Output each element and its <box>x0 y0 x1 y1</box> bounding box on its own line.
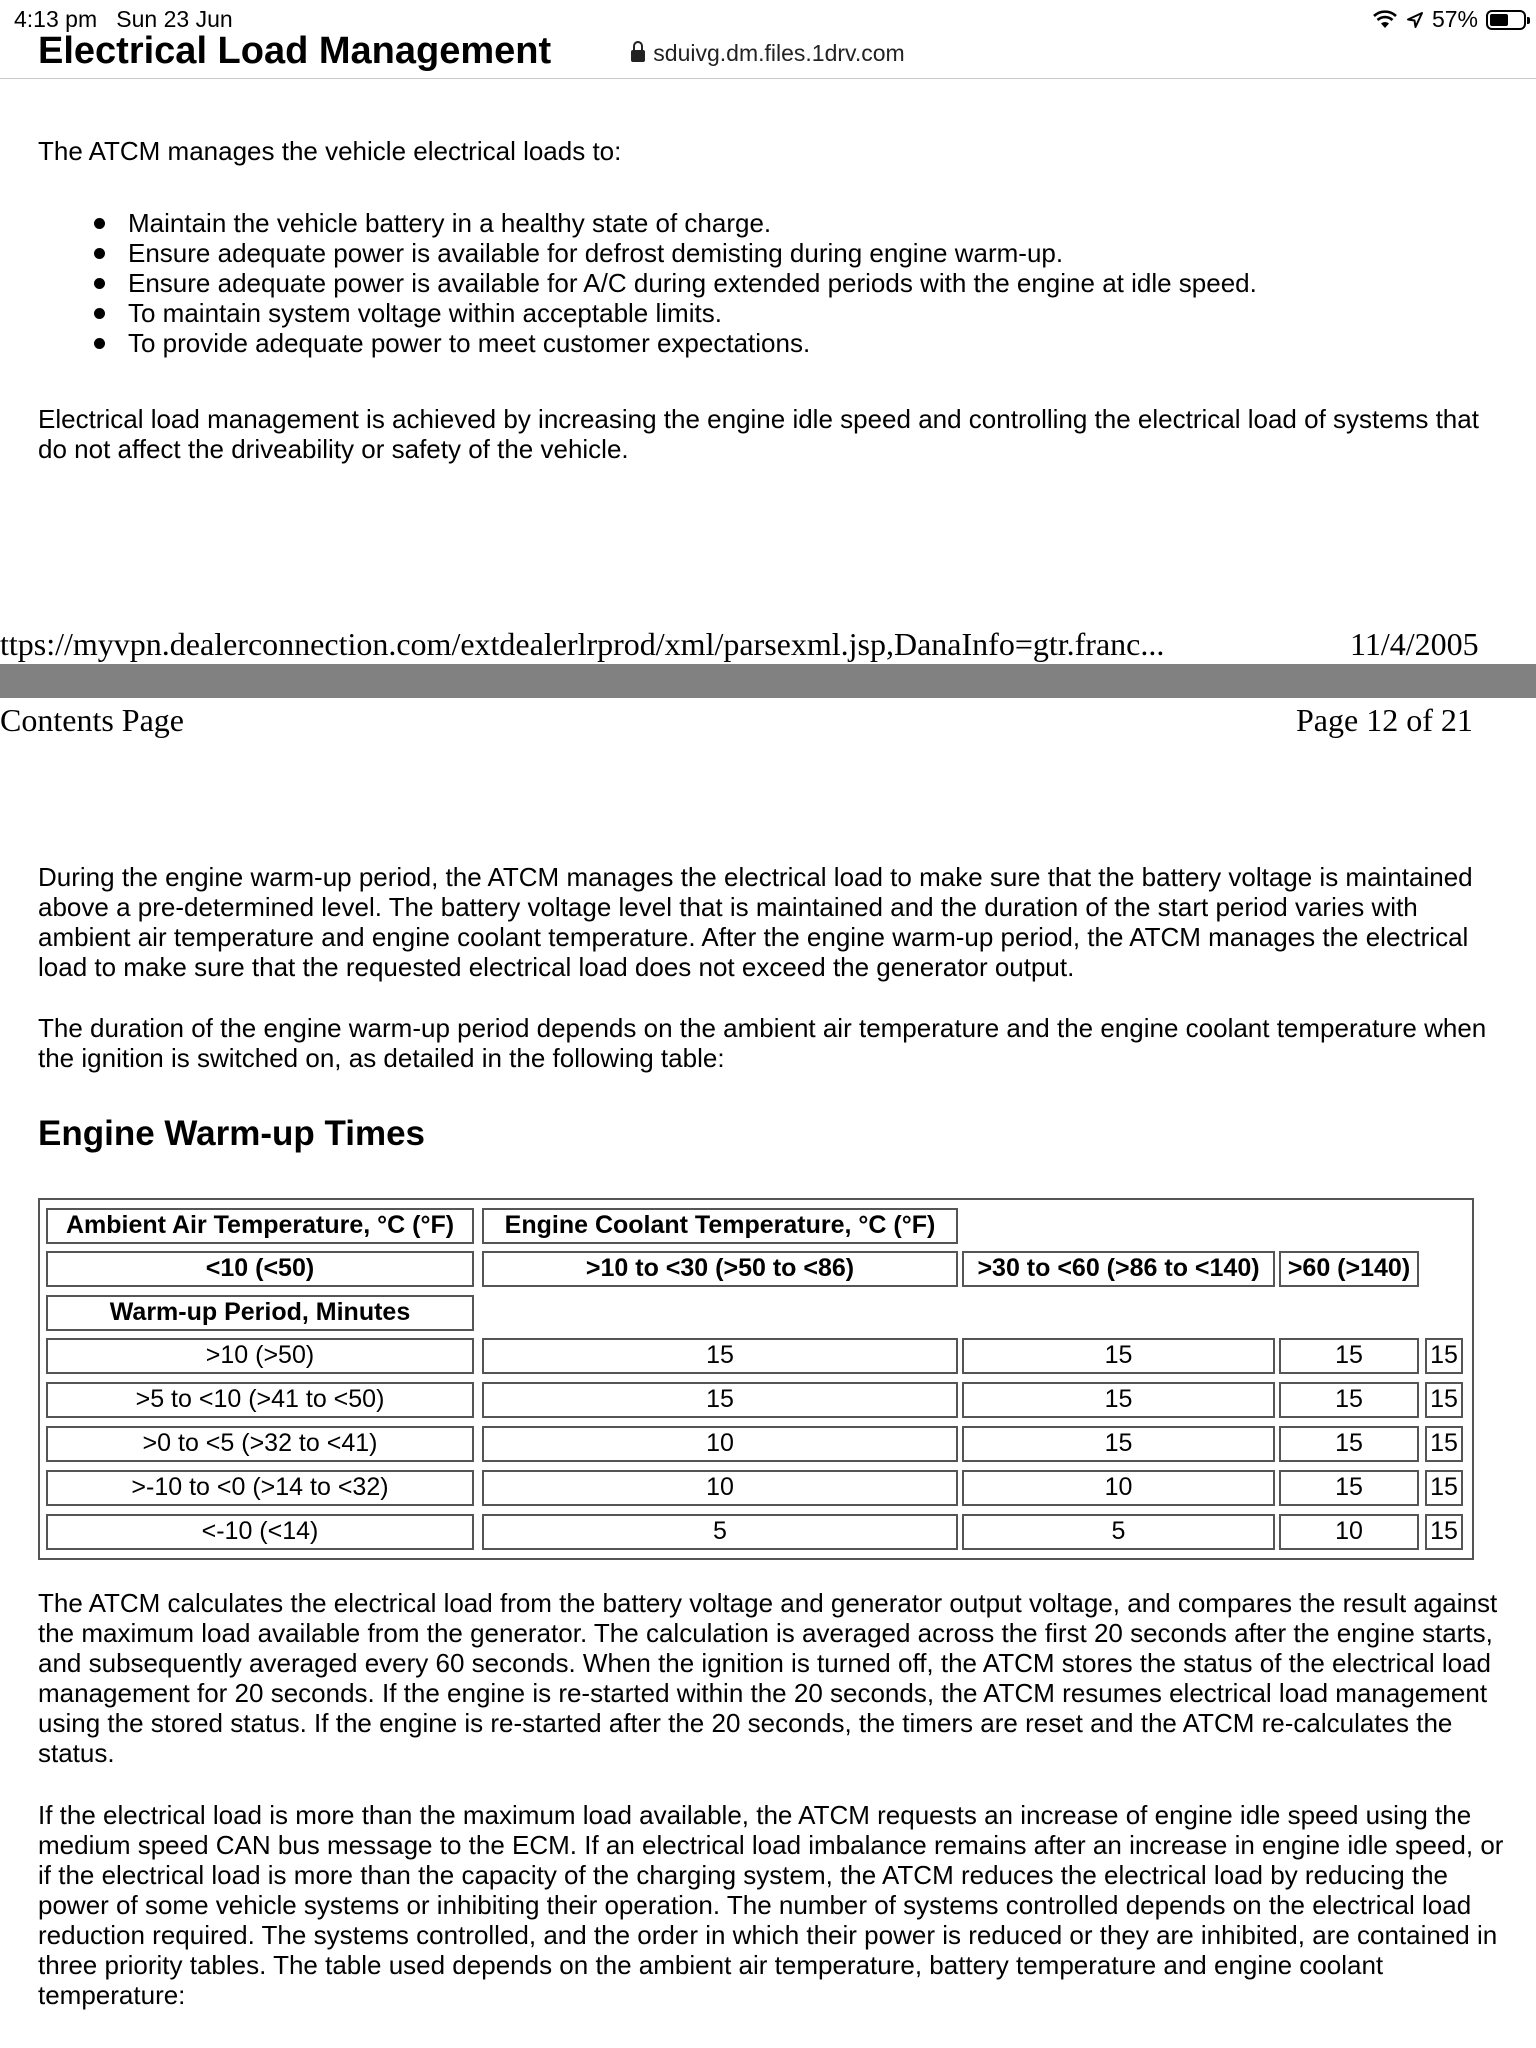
paragraph-duration: The duration of the engine warm-up period depends on the ambient air temperature and the engine coolant temperature when the ignition is switched on, as detailed in the following table: <box>38 1013 1487 1073</box>
status-time: 4:13 pm Sun 23 Jun <box>14 6 233 32</box>
table-cell: 15 <box>1425 1514 1463 1550</box>
table-cell: 15 <box>962 1338 1275 1374</box>
location-arrow-icon <box>1406 11 1424 29</box>
table-cell: 15 <box>962 1426 1275 1462</box>
address-bar-divider <box>0 78 1536 79</box>
table-cell: 15 <box>1425 1470 1463 1506</box>
list-item: To provide adequate power to meet customer expectations. <box>90 328 1257 358</box>
table-cell: 10 <box>482 1470 958 1506</box>
table-cell: 15 <box>1425 1426 1463 1462</box>
table-cell: 15 <box>1279 1470 1419 1506</box>
wifi-icon <box>1372 10 1398 30</box>
table-cell: 10 <box>962 1470 1275 1506</box>
page-number: Page 12 of 21 <box>1296 702 1473 738</box>
battery-percent: 57% <box>1431 6 1478 32</box>
status-indicators <box>1372 6 1526 33</box>
bullet-list <box>90 208 1257 358</box>
battery-level <box>1490 14 1508 26</box>
row-ambient-label: >0 to <5 (>32 to <41) <box>46 1426 474 1462</box>
paragraph-calculation: The ATCM calculates the electrical load from the battery voltage and generator output voltage, and compares the result against the maximum load available from the generator. The calculation is averaged across the first 20 seconds after the engine starts, and subsequently averaged every 60 seconds. When the ignition is turned off, the ATCM stores the status of the electrical load management for 20 seconds. If the engine is re-started within the 20 seconds, the ATCM resumes electrical load management using the stored status. If the engine is re-started after the 20 seconds, the timers are reset and the ATCM re-calculates the status. <box>38 1588 1498 1768</box>
print-header-title: Contents Page <box>0 702 184 738</box>
row-ambient-label: >-10 to <0 (>14 to <32) <box>46 1470 474 1506</box>
column-coolant-2: >10 to <30 (>50 to <86) <box>482 1251 958 1287</box>
status-date: Sun 23 Jun <box>116 6 233 32</box>
list-item: To maintain system voltage within acceptable limits. <box>90 298 1257 328</box>
battery-icon <box>1486 10 1526 30</box>
warmup-table <box>38 1198 1474 1560</box>
intro-text: The ATCM manages the vehicle electrical loads to: <box>38 136 622 166</box>
table-cell: 15 <box>1279 1426 1419 1462</box>
table-cell: 10 <box>1279 1514 1419 1550</box>
paragraph-load-management: Electrical load management is achieved by increasing the engine idle speed and controlling the electrical load of systems that do not affect the driveability or safety of the vehicle. <box>38 404 1479 464</box>
table-cell: 15 <box>1279 1338 1419 1374</box>
table-cell: 10 <box>482 1426 958 1462</box>
table-cell: 15 <box>1279 1382 1419 1418</box>
table-cell: 15 <box>1425 1382 1463 1418</box>
list-item: Ensure adequate power is available for defrost demisting during engine warm-up. <box>90 238 1257 268</box>
table-cell: 15 <box>482 1382 958 1418</box>
header-coolant: Engine Coolant Temperature, °C (°F) <box>482 1208 958 1244</box>
page-separator <box>0 664 1536 698</box>
column-coolant-4: >60 (>140) <box>1279 1251 1419 1287</box>
section-heading-cut: Electrical Load Management <box>38 30 552 72</box>
table-cell: 5 <box>482 1514 958 1550</box>
column-coolant-1: <10 (<50) <box>46 1251 474 1287</box>
list-item: Ensure adequate power is available for A/C during extended periods with the engine at idle speed. <box>90 268 1257 298</box>
label-warmup-period: Warm-up Period, Minutes <box>46 1295 474 1331</box>
paragraph-warmup: During the engine warm-up period, the ATCM manages the electrical load to make sure that the battery voltage is maintained above a pre-determined level. The battery voltage level that is maintained and the duration of the start period varies with ambient air temperature and engine coolant temperature. After the engine warm-up period, the ATCM manages the electrical load to make sure that the requested electrical load does not exceed the generator output. <box>38 862 1473 982</box>
url-text[interactable]: sduivg.dm.files.1drv.com <box>653 40 905 66</box>
paragraph-load-reduction: If the electrical load is more than the maximum load available, the ATCM requests an increase of engine idle speed using the medium speed CAN bus message to the ECM. If an electrical load imbalance remains after an increase in engine idle speed, or if the electrical load is more than the capacity of the charging system, the ATCM reduces the electrical load by reducing the power of some vehicle systems or inhibiting their operation. The number of systems controlled depends on the electrical load reduction required. The systems controlled, and the order in which their power is reduced or they are inhibited, are contained in three priority tables. The table used depends on the ambient air temperature, battery temperature and engine coolant temperature: <box>38 1800 1504 2010</box>
print-footer-url: ttps://myvpn.dealerconnection.com/extdealerlrprod/xml/parsexml.jsp,DanaInfo=gtr.franc... <box>0 626 1165 662</box>
print-footer-date: 11/4/2005 <box>1350 626 1479 662</box>
row-ambient-label: <-10 (<14) <box>46 1514 474 1550</box>
table-cell: 15 <box>962 1382 1275 1418</box>
table-cell: 15 <box>482 1338 958 1374</box>
row-ambient-label: >10 (>50) <box>46 1338 474 1374</box>
table-cell: 5 <box>962 1514 1275 1550</box>
table-cell: 15 <box>1425 1338 1463 1374</box>
list-item: Maintain the vehicle battery in a healthy state of charge. <box>90 208 1257 238</box>
column-coolant-3: >30 to <60 (>86 to <140) <box>962 1251 1275 1287</box>
table-heading: Engine Warm-up Times <box>38 1114 425 1153</box>
header-ambient: Ambient Air Temperature, °C (°F) <box>46 1208 474 1244</box>
row-ambient-label: >5 to <10 (>41 to <50) <box>46 1382 474 1418</box>
